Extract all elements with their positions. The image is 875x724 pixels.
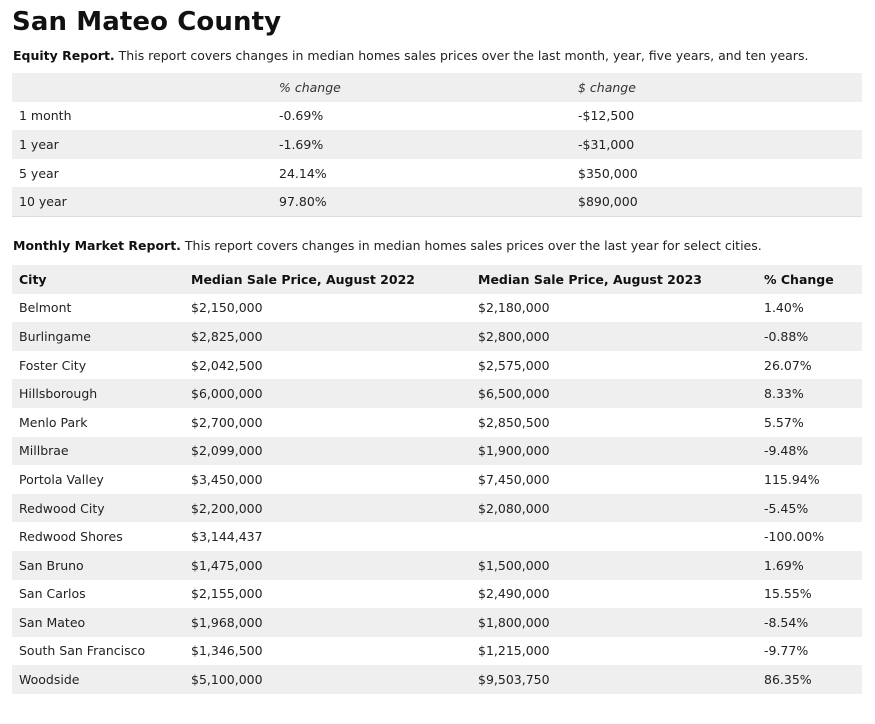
city-cell: Hillsborough [19,386,98,402]
market-row [12,637,862,666]
market-header-2022: Median Sale Price, August 2022 [191,271,415,287]
price-2023-cell: $2,575,000 [478,357,550,373]
change-cell: 8.33% [764,386,804,402]
equity-header-pct: % change [279,79,341,95]
change-cell: -5.45% [764,500,809,516]
city-cell: Burlingame [19,328,91,344]
equity-row [12,187,862,216]
city-cell: San Bruno [19,557,84,573]
change-cell: 86.35% [764,672,812,688]
page-title: San Mateo County [12,7,282,37]
price-2022-cell: $2,099,000 [191,443,263,459]
city-cell: Belmont [19,300,72,316]
market-table [12,265,862,694]
price-2023-cell: $1,800,000 [478,614,550,630]
market-header-row [12,265,862,294]
price-2023-cell: $1,500,000 [478,557,550,573]
market-intro-heading: Monthly Market Report. [13,237,181,253]
price-2023-cell: $9,503,750 [478,672,550,688]
city-cell: Woodside [19,672,80,688]
city-cell: Redwood City [19,500,105,516]
change-cell: 1.69% [764,557,804,573]
price-2022-cell: $1,475,000 [191,557,263,573]
market-header-city: City [19,271,47,287]
city-cell: San Mateo [19,614,86,630]
price-2022-cell: $5,100,000 [191,672,263,688]
equity-divider [12,216,862,217]
equity-period-cell: 5 year [19,165,59,181]
equity-header-period [12,73,272,102]
price-2022-cell: $2,042,500 [191,357,263,373]
city-cell: San Carlos [19,586,86,602]
equity-header-dollar: $ change [578,79,636,95]
market-header-change: % Change [764,271,834,287]
equity-period-cell: 1 year [19,136,59,152]
market-row [12,294,862,323]
market-row [12,408,862,437]
market-row [12,580,862,609]
equity-dollar-cell: $350,000 [578,165,638,181]
change-cell: 115.94% [764,471,820,487]
equity-intro-text: This report covers changes in median homes sales prices over the last month, year, five years, and ten years. [114,48,809,63]
market-row [12,665,862,694]
equity-period-cell: 10 year [19,194,67,210]
market-row [12,608,862,637]
price-2022-cell: $1,968,000 [191,614,263,630]
price-2022-cell: $6,000,000 [191,386,263,402]
market-row [12,322,862,351]
price-2023-cell: $2,080,000 [478,500,550,516]
equity-period-cell: 1 month [19,108,72,124]
equity-table [12,73,862,216]
market-row [12,351,862,380]
city-cell: Portola Valley [19,471,104,487]
market-row [12,551,862,580]
change-cell: -8.54% [764,614,809,630]
market-intro [13,237,862,265]
price-2023-cell: $2,180,000 [478,300,550,316]
equity-pct-cell: 97.80% [279,194,327,210]
change-cell: -100.00% [764,529,825,545]
equity-intro [13,47,862,71]
equity-intro-heading: Equity Report. [13,48,115,63]
change-cell: 5.57% [764,414,804,430]
change-cell: -9.48% [764,443,809,459]
change-cell: -0.88% [764,328,809,344]
equity-table-body [12,73,862,216]
change-cell: 1.40% [764,300,804,316]
market-intro-text: This report covers changes in median homes sales prices over the last year for select cities. [180,237,762,253]
report-page [12,0,862,694]
price-2022-cell: $3,450,000 [191,471,263,487]
city-cell: Menlo Park [19,414,88,430]
price-2022-cell: $3,144,437 [191,529,263,545]
price-2023-cell: $1,215,000 [478,643,550,659]
price-2023-cell: $1,900,000 [478,443,550,459]
change-cell: 26.07% [764,357,812,373]
equity-pct-cell: -0.69% [279,108,324,124]
price-2023-cell [471,522,757,551]
equity-dollar-cell: -$31,000 [578,136,635,152]
price-2023-cell: $2,490,000 [478,586,550,602]
price-2022-cell: $2,200,000 [191,500,263,516]
price-2023-cell: $2,800,000 [478,328,550,344]
equity-pct-cell: -1.69% [279,136,324,152]
price-2022-cell: $1,346,500 [191,643,263,659]
city-cell: Foster City [19,357,87,373]
price-2022-cell: $2,825,000 [191,328,263,344]
price-2023-cell: $7,450,000 [478,471,550,487]
market-row [12,379,862,408]
equity-pct-cell: 24.14% [279,165,327,181]
market-row [12,522,862,551]
price-2022-cell: $2,700,000 [191,414,263,430]
price-2023-cell: $6,500,000 [478,386,550,402]
equity-row [12,102,862,131]
equity-header-row [12,73,862,102]
city-cell: Millbrae [19,443,69,459]
city-cell: South San Francisco [19,643,146,659]
city-cell: Redwood Shores [19,529,123,545]
price-2023-cell: $2,850,500 [478,414,550,430]
change-cell: 15.55% [764,586,812,602]
market-row [12,494,862,523]
market-header-2023: Median Sale Price, August 2023 [478,271,702,287]
equity-dollar-cell: $890,000 [578,194,638,210]
market-table-body [12,265,862,694]
change-cell: -9.77% [764,643,809,659]
equity-row [12,130,862,159]
market-row [12,465,862,494]
market-row [12,437,862,466]
price-2022-cell: $2,150,000 [191,300,263,316]
price-2022-cell: $2,155,000 [191,586,263,602]
equity-dollar-cell: -$12,500 [578,108,635,124]
equity-row [12,159,862,188]
